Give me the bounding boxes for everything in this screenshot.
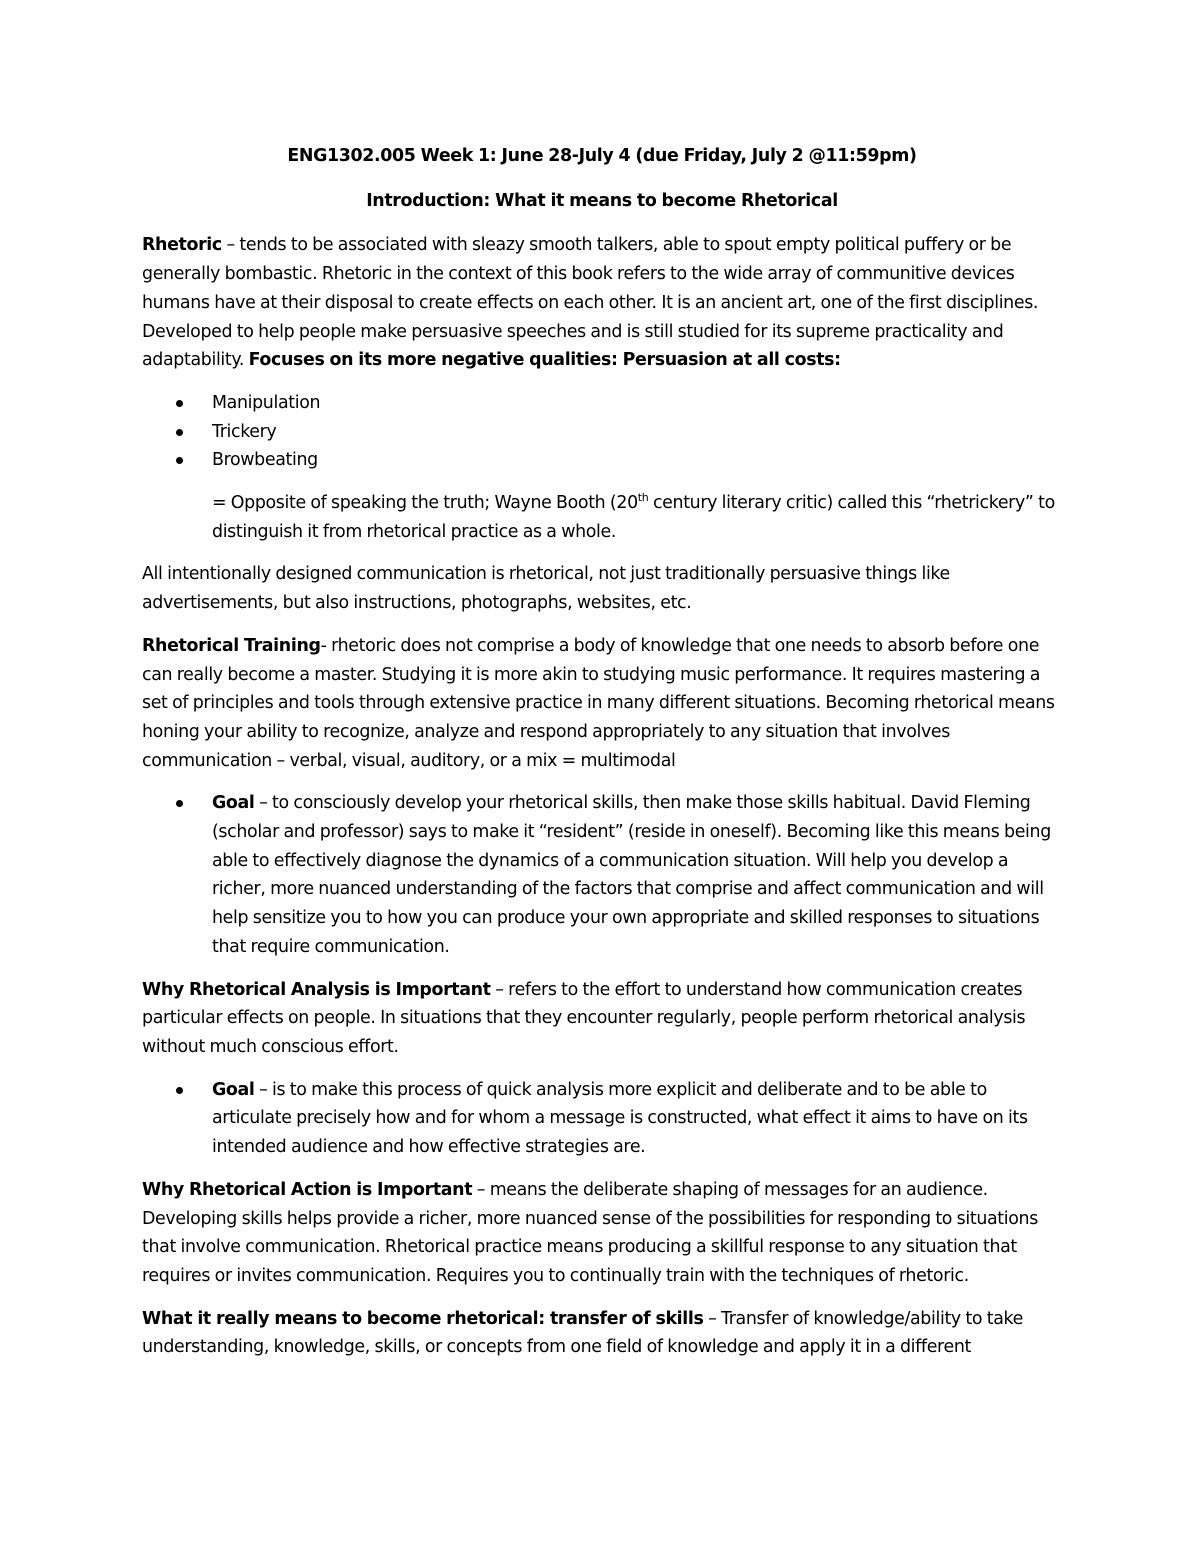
transfer-term: What it really means to become rhetorical: transfer of skills bbox=[142, 1308, 704, 1329]
bullet-icon bbox=[176, 457, 183, 464]
bullet-icon bbox=[176, 400, 183, 407]
transfer-paragraph: What it really means to become rhetorical: transfer of skills – Transfer of knowledge/ability to take understanding, knowledge, skills, or concepts from one field of knowledge and apply it in a different bbox=[142, 1308, 1023, 1358]
action-paragraph: Why Rhetorical Action is Important – means the deliberate shaping of messages for an audience. Developing skills helps provide a richer, more nuanced sense of the possibilities for responding to situations that involve communication. Rhetorical practice means producing a skillful response to any situation that requires or invites communication. Requires you to continually train with the techniques of rhetoric. bbox=[142, 1179, 1038, 1286]
bullet-icon bbox=[176, 1087, 183, 1094]
list-item: Goal – is to make this process of quick analysis more explicit and deliberate and to be able to articulate precisely how and for whom a message is constructed, what effect it aims to have on its intended audience and how effective strategies are. bbox=[142, 1076, 1062, 1162]
training-paragraph bbox=[142, 632, 1062, 776]
rhetoric-text: – tends to be associated with sleazy smooth talkers, able to spout empty political puffery or be generally bombastic. Rhetoric in the context of this book refers to the wide array of communitive devices humans have at their disposal to create effects on each other. It is an ancient art, one of the first disciplines. Developed to help people make persuasive speeches and is still studied for its supreme practicality and adaptability. bbox=[142, 235, 1039, 371]
document-body bbox=[142, 142, 1062, 1376]
goal-term: Goal bbox=[212, 793, 255, 814]
negative-qualities-list bbox=[142, 389, 1062, 475]
list-item: Browbeating bbox=[142, 446, 1062, 475]
action-term: Why Rhetorical Action is Important bbox=[142, 1179, 473, 1200]
rhetoric-term: Rhetoric bbox=[142, 235, 222, 256]
training-goal-list bbox=[142, 789, 1062, 961]
training-term: Rhetorical Training bbox=[142, 635, 321, 656]
list-item: Manipulation bbox=[142, 389, 1062, 418]
bullet-icon bbox=[176, 800, 183, 807]
list-item: Trickery bbox=[142, 418, 1062, 447]
rhetoric-bold-tail: Focuses on its more negative qualities: Persuasion at all costs: bbox=[248, 350, 841, 371]
document-title: ENG1302.005 Week 1: June 28-July 4 (due Friday, July 2 @11:59pm) bbox=[287, 146, 917, 166]
intentional-communication-paragraph: All intentionally designed communication is rhetorical, not just traditionally persuasive things like advertisements, but also instructions, photographs, websites, etc. bbox=[142, 564, 950, 614]
document-subtitle: Introduction: What it means to become Rhetorical bbox=[366, 190, 838, 211]
opposite-paragraph: = Opposite of speaking the truth; Wayne Booth (20th century literary critic) called this “rhetrickery” to distinguish it from rhetorical practice as a whole. bbox=[212, 491, 1055, 542]
list-item: Goal – to consciously develop your rhetorical skills, then make those skills habitual. David Fleming (scholar and professor) says to make it “resident” (reside in oneself). Becoming like this means being able to effectively diagnose the dynamics of a communication situation. Will help you develop a richer, more nuanced understanding of the factors that comprise and affect communication and will help sensitize you to how you can produce your own appropriate and skilled responses to situations that require communication. bbox=[142, 789, 1062, 961]
analysis-term: Why Rhetorical Analysis is Important bbox=[142, 979, 491, 1000]
rhetoric-paragraph bbox=[142, 231, 1062, 375]
analysis-paragraph: Why Rhetorical Analysis is Important – refers to the effort to understand how communication creates particular effects on people. In situations that they encounter regularly, people perform rhetorical analysis without much conscious effort. bbox=[142, 979, 1026, 1057]
ordinal-superscript: th bbox=[637, 491, 649, 505]
bullet-icon bbox=[176, 429, 183, 436]
training-text: - rhetoric does not comprise a body of knowledge that one needs to absorb before one can really become a master. Studying it is more akin to studying music performance. It requires mastering a set of principles and tools through extensive practice in many different situations. Becoming rhetorical means honing your ability to recognize, analyze and respond appropriately to any situation that involves communication – verbal, visual, auditory, or a mix = multimodal bbox=[142, 635, 1055, 771]
analysis-goal-list bbox=[142, 1076, 1062, 1162]
goal-term: Goal bbox=[212, 1079, 255, 1100]
